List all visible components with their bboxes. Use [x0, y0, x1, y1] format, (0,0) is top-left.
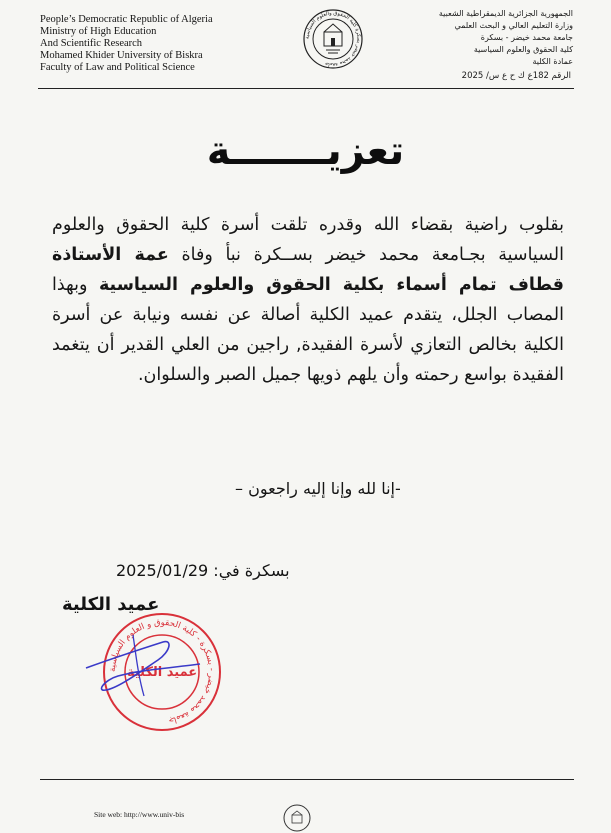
header-line-ministry: Ministry of High Education: [40, 26, 157, 37]
stamp-ring-text: جامعة محمد خيضر - بسكرة - كلية الحقوق و العلوم السياسية: [107, 617, 217, 726]
header-divider: [38, 88, 574, 89]
logo-ring-text: جامعة محمد خيضر بسكرة كلية الحقوق والعلوم السياسية: [304, 10, 362, 68]
university-logo: [302, 8, 364, 70]
body-text-part-1: بقلوب راضية بقضاء الله وقدره تلقت أسرة كلية الحقوق والعلوم السياسية بجـامعة محمد خيضر بســكرة نبأ وفاة: [52, 215, 564, 265]
ar-header-ministry: وزارة التعليم العالي و البحث العلمي: [454, 21, 573, 30]
header-line-university: Mohamed Khider University of Biskra: [40, 50, 203, 61]
ar-header-republic: الجمهورية الجزائرية الديمقراطية الشعبية: [438, 9, 573, 18]
header-line-faculty: Faculty of Law and Political Science: [40, 62, 195, 73]
header-line-research: And Scientific Research: [40, 38, 143, 49]
footer-contact: [94, 810, 184, 819]
english-header: [40, 14, 213, 74]
stamp-center-text: عميد الكلية: [126, 665, 198, 680]
condolence-body: [52, 210, 564, 390]
body-text-part-2: وبهذا المصاب الجلل، يتقدم عميد الكلية أصالة عن نفسه ونيابة عن أسرة الكلية بخالص التعازي لأسرة الفقيدة, راجين من العلي القدير أن يتغمد الفقيدة بواسع رحمته وأن يلهم ذويها جميل الصبر والسلوان.: [52, 275, 564, 385]
footer-divider: [40, 779, 574, 780]
closing-phrase: -إنا لله وإنا إليه راجعون –: [235, 479, 401, 498]
header-line-republic: People’s Democratic Republic of Algeria: [40, 14, 213, 25]
footer-site-label: Site web:: [94, 810, 123, 819]
signature: [78, 630, 208, 700]
footer-logo: [282, 803, 312, 833]
footer-site-url[interactable]: http://www.univ-bis: [124, 810, 185, 819]
arabic-header: [439, 8, 573, 68]
date-line: بسكرة في: 2025/01/29: [116, 561, 290, 580]
page-title: تعزيـــــــة: [206, 128, 405, 174]
ar-header-faculty: كلية الحقوق والعلوم السياسية: [473, 45, 573, 54]
ar-header-deanship: عمادة الكلية: [532, 57, 573, 66]
signatory-title: عميد الكلية: [62, 594, 160, 615]
reference-number: الرقم 182ع ك ح ع س/ 2025: [461, 71, 571, 81]
ar-header-university: جامعة محمد خيضر - بسكرة: [480, 33, 573, 42]
body-text-bold: عمة الأستاذة قطاف تمام أسماء بكلية الحقوق والعلوم السياسية: [52, 245, 564, 295]
